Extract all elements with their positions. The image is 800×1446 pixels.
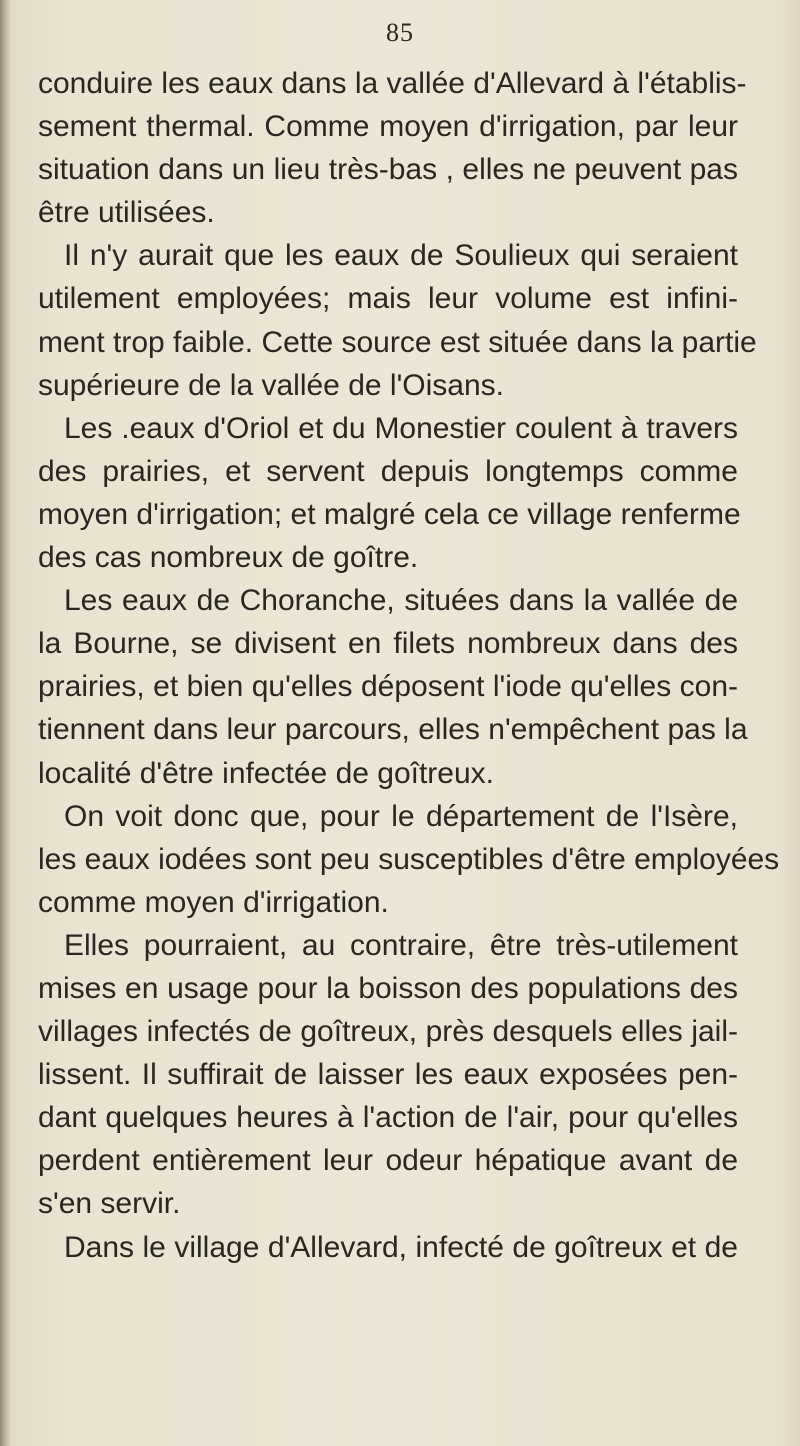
text-line: villages infectés de goîtreux, près desquels elles jail-: [38, 1015, 738, 1049]
text-line: des prairies, et servent depuis longtemps comme: [38, 454, 738, 488]
text-line: être utilisées.: [38, 196, 215, 230]
text-line: lissent. Il suffirait de laisser les eaux exposées pen-: [38, 1058, 738, 1092]
book-binding-edge: [0, 0, 10, 1446]
text-line: localité d'être infectée de goîtreux.: [38, 756, 495, 790]
text-line: situation dans un lieu très-bas , elles ne peuvent pas: [38, 153, 738, 187]
text-line: Dans le village d'Allevard, infecté de goîtreux et de: [64, 1230, 738, 1264]
text-line: la Bourne, se divisent en filets nombreux dans des: [38, 627, 738, 661]
text-line: moyen d'irrigation; et malgré cela ce village renferme: [38, 497, 741, 531]
text-line: tiennent dans leur parcours, elles n'empêchent pas la: [38, 713, 748, 747]
text-line: perdent entièrement leur odeur hépatique avant de: [38, 1144, 738, 1178]
page-number: 85: [386, 18, 414, 47]
text-line: s'en servir.: [38, 1187, 181, 1221]
text-line: comme moyen d'irrigation.: [38, 885, 389, 919]
text-line: Elles pourraient, au contraire, être très-utilement: [64, 928, 738, 962]
text-line: Les eaux de Choranche, situées dans la vallée de: [64, 584, 738, 618]
text-line: des cas nombreux de goître.: [38, 541, 419, 575]
text-line: Les .eaux d'Oriol et du Monestier coulent à travers: [64, 411, 738, 445]
text-line: sement thermal. Comme moyen d'irrigation, par leur: [38, 110, 738, 144]
text-line: prairies, et bien qu'elles déposent l'iode qu'elles con-: [38, 670, 738, 704]
text-line: ment trop faible. Cette source est située dans la partie: [38, 325, 757, 359]
body-text: [38, 62, 780, 1269]
text-line: les eaux iodées sont peu susceptibles d'être employées: [38, 842, 780, 876]
text-line: On voit donc que, pour le département de l'Isère,: [64, 799, 738, 833]
text-line: utilement employées; mais leur volume est infini-: [38, 282, 738, 316]
text-line: dant quelques heures à l'action de l'air, pour qu'elles: [38, 1101, 738, 1135]
text-line: Il n'y aurait que les eaux de Soulieux qui seraient: [64, 239, 738, 273]
text-line: supérieure de la vallée de l'Oisans.: [38, 368, 504, 402]
text-line: mises en usage pour la boisson des populations des: [38, 971, 738, 1005]
text-line: conduire les eaux dans la vallée d'Allevard à l'établis-: [38, 67, 747, 100]
